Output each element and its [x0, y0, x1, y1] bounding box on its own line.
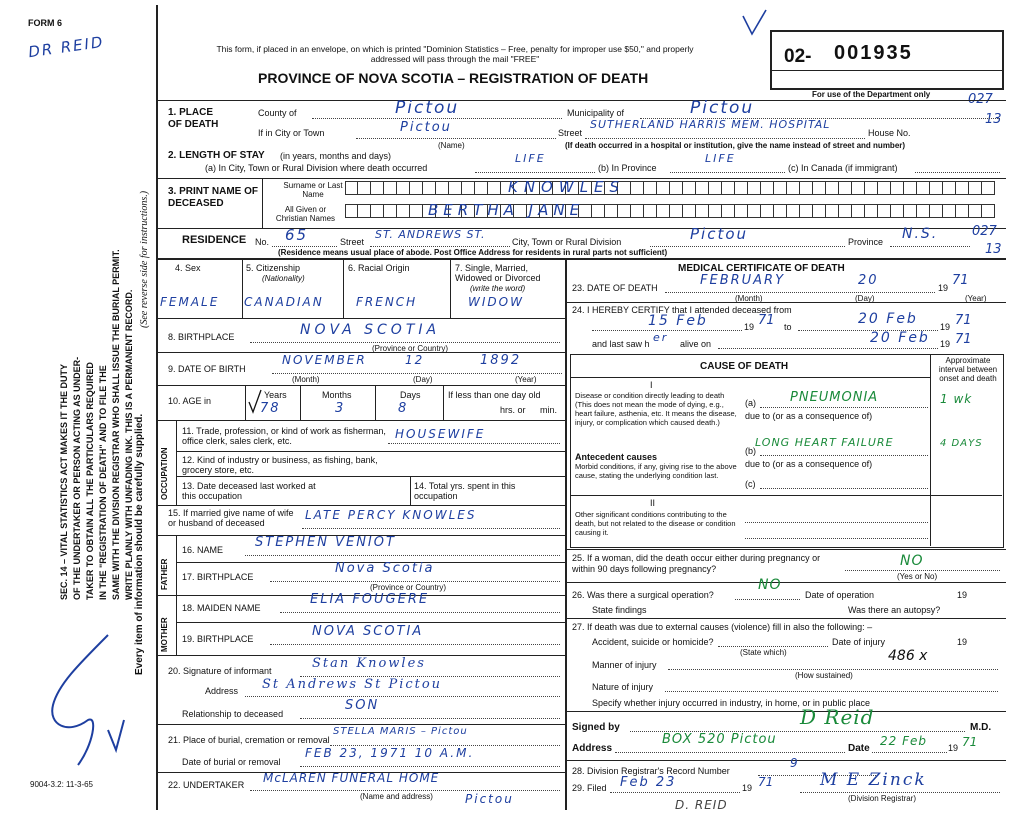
surgical-operation-value: NO: [758, 577, 782, 593]
medical-certificate-title: MEDICAL CERTIFICATE OF DEATH: [678, 263, 845, 274]
undertaker-town: Pictou: [465, 792, 514, 806]
interval-a-value: 1 wk: [940, 392, 973, 406]
city-value: Pictou: [400, 120, 452, 135]
age-days: 8: [398, 401, 409, 416]
residence-city: Pictou: [690, 225, 749, 243]
death-year: 71: [952, 273, 969, 288]
residence-label: RESIDENCE: [182, 234, 247, 246]
mail-notice: This form, if placed in an envelope, on which is printed "Dominion Statistics – Free, penalty for improper use $50," and properly addressed will pass through the mail "FREE": [216, 44, 694, 64]
age-months: 3: [335, 401, 346, 416]
occupation-side-label: OCCUPATION: [160, 447, 169, 500]
father-birthplace: Nova Scotia: [335, 561, 435, 576]
birthplace-value: NOVA SCOTIA: [300, 322, 441, 338]
registration-number-box: 02- 001935: [770, 30, 1004, 90]
interval-b-value: 4 DAYS: [940, 438, 983, 449]
cause-b-value: LONG HEART FAILURE: [755, 436, 894, 449]
dept-use-label: For use of the Department only: [812, 90, 931, 99]
dob-day: 12: [405, 353, 425, 367]
residence-number: 65: [285, 226, 309, 244]
pregnancy-value: NO: [900, 553, 924, 569]
physician-address: BOX 520 Pictou: [662, 732, 777, 747]
relationship-value: SON: [345, 698, 380, 713]
place-of-death-label: 1. PLACE OF DEATH: [168, 107, 219, 130]
death-day: 20: [858, 273, 879, 288]
registration-number: 001935: [834, 42, 913, 64]
given-names-value: BERTHA JANE: [428, 201, 585, 219]
burial-date: FEB 23, 1971 10 A.M.: [305, 746, 475, 760]
doctor-note: DR REID: [27, 32, 106, 62]
residence-province: N.S.: [902, 226, 939, 242]
surname-value: KNOWLES: [508, 178, 626, 196]
mother-side-label: MOTHER: [160, 617, 169, 652]
handwritten-check-mark: [38, 625, 128, 775]
dob-year: 1892: [480, 353, 522, 368]
record-number: 9: [790, 756, 800, 770]
check-mark-icon: [740, 8, 770, 38]
death-month: FEBRUARY: [700, 273, 786, 288]
physician-signature: D Reid: [800, 705, 875, 729]
father-side-label: FATHER: [160, 558, 169, 590]
sex-value: FEMALE: [160, 295, 220, 309]
surname-boxes: [345, 181, 995, 195]
cause-a-value: PNEUMONIA: [790, 390, 879, 405]
form-title: PROVINCE OF NOVA SCOTIA – REGISTRATION OF DEATH: [258, 70, 649, 86]
reverse-note: (See reverse side for instructions.): [139, 190, 150, 328]
marital-value: WIDOW: [468, 295, 524, 309]
stay-city-value: LIFE: [515, 152, 546, 165]
stay-province-value: LIFE: [705, 152, 736, 165]
cause-title: CAUSE OF DEATH: [700, 361, 789, 372]
bottom-note: D. REID: [675, 798, 728, 812]
alive-on-date: 20 Feb: [870, 330, 930, 346]
county-value: Pictou: [395, 98, 460, 118]
municipality-value: Pictou: [690, 98, 755, 118]
form-number: FORM 6: [28, 18, 63, 28]
supplied-note: Every item of information should be carefully supplied.: [134, 413, 145, 675]
name-label: 3. PRINT NAME OF DECEASED: [168, 186, 259, 209]
dob-month: NOVEMBER: [282, 353, 367, 367]
undertaker-name: McLAREN FUNERAL HOME: [263, 771, 440, 785]
mother-maiden-name: ELIA FOUGERE: [310, 592, 430, 607]
occupation-value: HOUSEWIFE: [395, 427, 486, 441]
informant-address: St Andrews St Pictou: [262, 677, 443, 692]
spouse-value: LATE PERCY KNOWLES: [305, 508, 477, 522]
signature-date: 22 Feb: [880, 734, 927, 748]
manner-of-injury-value: 486 x: [888, 648, 928, 664]
attended-from-date: 15 Feb: [648, 313, 708, 329]
registrar-signature: M E Zinck: [820, 770, 927, 790]
mother-birthplace: NOVA SCOTIA: [312, 624, 424, 639]
attended-to-date: 20 Feb: [858, 311, 918, 327]
burial-place: STELLA MARIS – Pictou: [333, 726, 468, 737]
father-name: STEPHEN VENIOT: [255, 535, 396, 550]
citizenship-value: CANADIAN: [244, 295, 324, 309]
age-years: 78: [260, 401, 281, 416]
informant-signature: Stan Knowles: [312, 656, 426, 671]
racial-origin-value: FRENCH: [356, 295, 418, 309]
street-value: SUTHERLAND HARRIS MEM. HOSPITAL: [590, 118, 831, 131]
filed-date: Feb 23: [620, 775, 677, 790]
form-code: 9004-3.2: 11-3-65: [30, 780, 94, 789]
residence-street: ST. ANDREWS ST.: [375, 228, 486, 241]
sec14-notice: SEC. 14 – VITAL STATISTICS ACT MAKES IT THE DUTY OF THE UNDERTAKER OR PERSON ACTING AS UNDER- TAKER TO OBTAIN ALL THE PARTICULARS REQUIRED IN THE "REGISTRATION OF DEATH" AND TO FILE THE SAME WITH THE DIVISION REGISTRAR WHO SHALL ISSUE THE BURIAL PERMIT. WRITE PLAINLY WITH UNFADING INK. THIS IS A PERMANENT RECORD.: [59, 249, 134, 600]
